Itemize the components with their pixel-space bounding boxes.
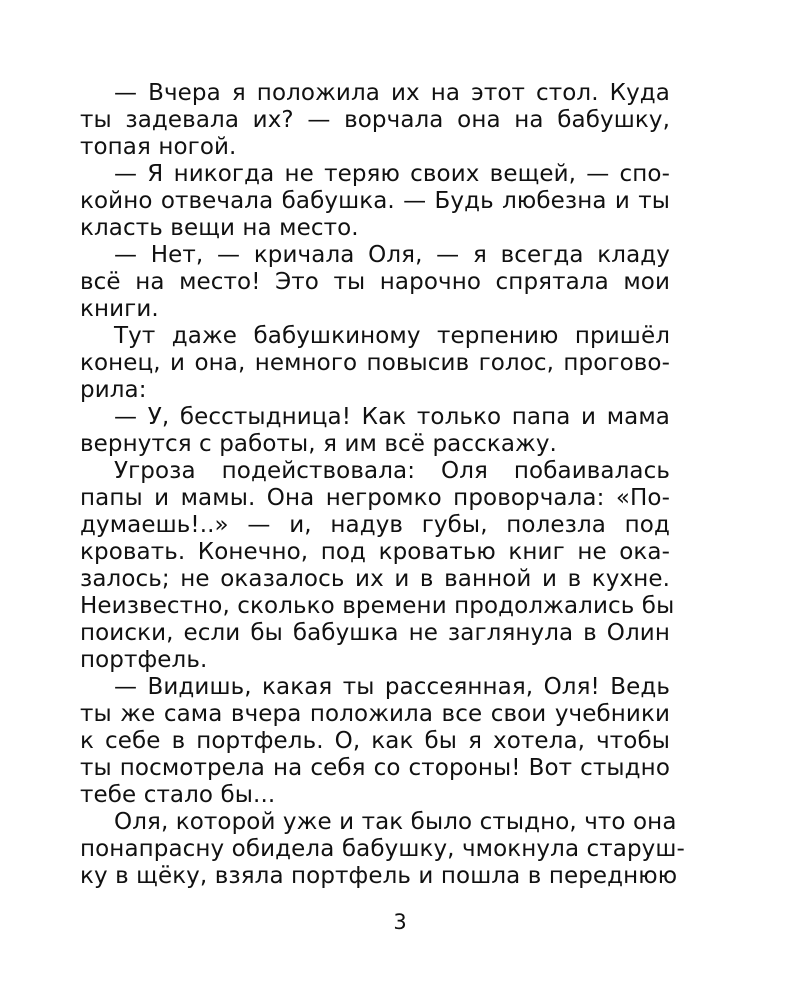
text-line: ты же сама вчера положила все свои учебники [80, 701, 670, 727]
text-line: думаешь!..» — и, надув губы, полезла под [80, 512, 670, 538]
page-number: 3 [393, 910, 407, 934]
text-line: — Я никогда не теряю своих вещей, — спо- [114, 161, 670, 187]
text-line: портфель. [80, 647, 208, 673]
text-line: к себе в портфель. О, как бы я хотела, чтобы [80, 728, 670, 754]
text-line: тебе стало бы... [80, 782, 276, 808]
page-text [80, 80, 685, 890]
text-line: конец, и она, немного повысив голос, прогово- [80, 350, 670, 376]
text-line: ку в щёку, взяла портфель и пошла в переднюю [80, 863, 678, 889]
text-line: всё на место! Это ты нарочно спрятала мои [80, 269, 670, 295]
text-line: Угроза подействовала: Оля побаивалась [114, 458, 670, 484]
text-line: вернутся с работы, я им всё расскажу. [80, 431, 557, 457]
text-line: — Вчера я положила их на этот стол. Куда [114, 80, 670, 106]
text-line: рила: [80, 377, 147, 403]
text-line: топая ногой. [80, 134, 237, 160]
text-line: — У, бесстыдница! Как только папа и мама [114, 404, 670, 430]
text-line: кровать. Конечно, под кроватью книг не ока- [80, 539, 670, 565]
text-line: — Видишь, какая ты рассеянная, Оля! Ведь [114, 674, 670, 700]
text-line: Оля, которой уже и так было стыдно, что она [114, 809, 677, 835]
text-line: Тут даже бабушкиному терпению пришёл [114, 323, 670, 349]
text-line: класть вещи на место. [80, 215, 359, 241]
text-line: Неизвестно, сколько времени продолжались бы [80, 593, 675, 619]
text-line: койно отвечала бабушка. — Будь любезна и ты [80, 188, 670, 214]
text-line: папы и мамы. Она негромко проворчала: «По- [80, 485, 670, 511]
text-line: ты посмотрела на себя со стороны! Вот стыдно [80, 755, 670, 781]
text-line: — Нет, — кричала Оля, — я всегда кладу [114, 242, 670, 268]
text-line: залось; не оказалось их и в ванной и в кухне. [80, 566, 670, 592]
text-line: понапрасну обидела бабушку, чмокнула старуш- [80, 836, 685, 862]
text-line: книги. [80, 296, 159, 322]
text-line: поиски, если бы бабушка не заглянула в Олин [80, 620, 670, 646]
text-line: ты задевала их? — ворчала она на бабушку, [80, 107, 670, 133]
